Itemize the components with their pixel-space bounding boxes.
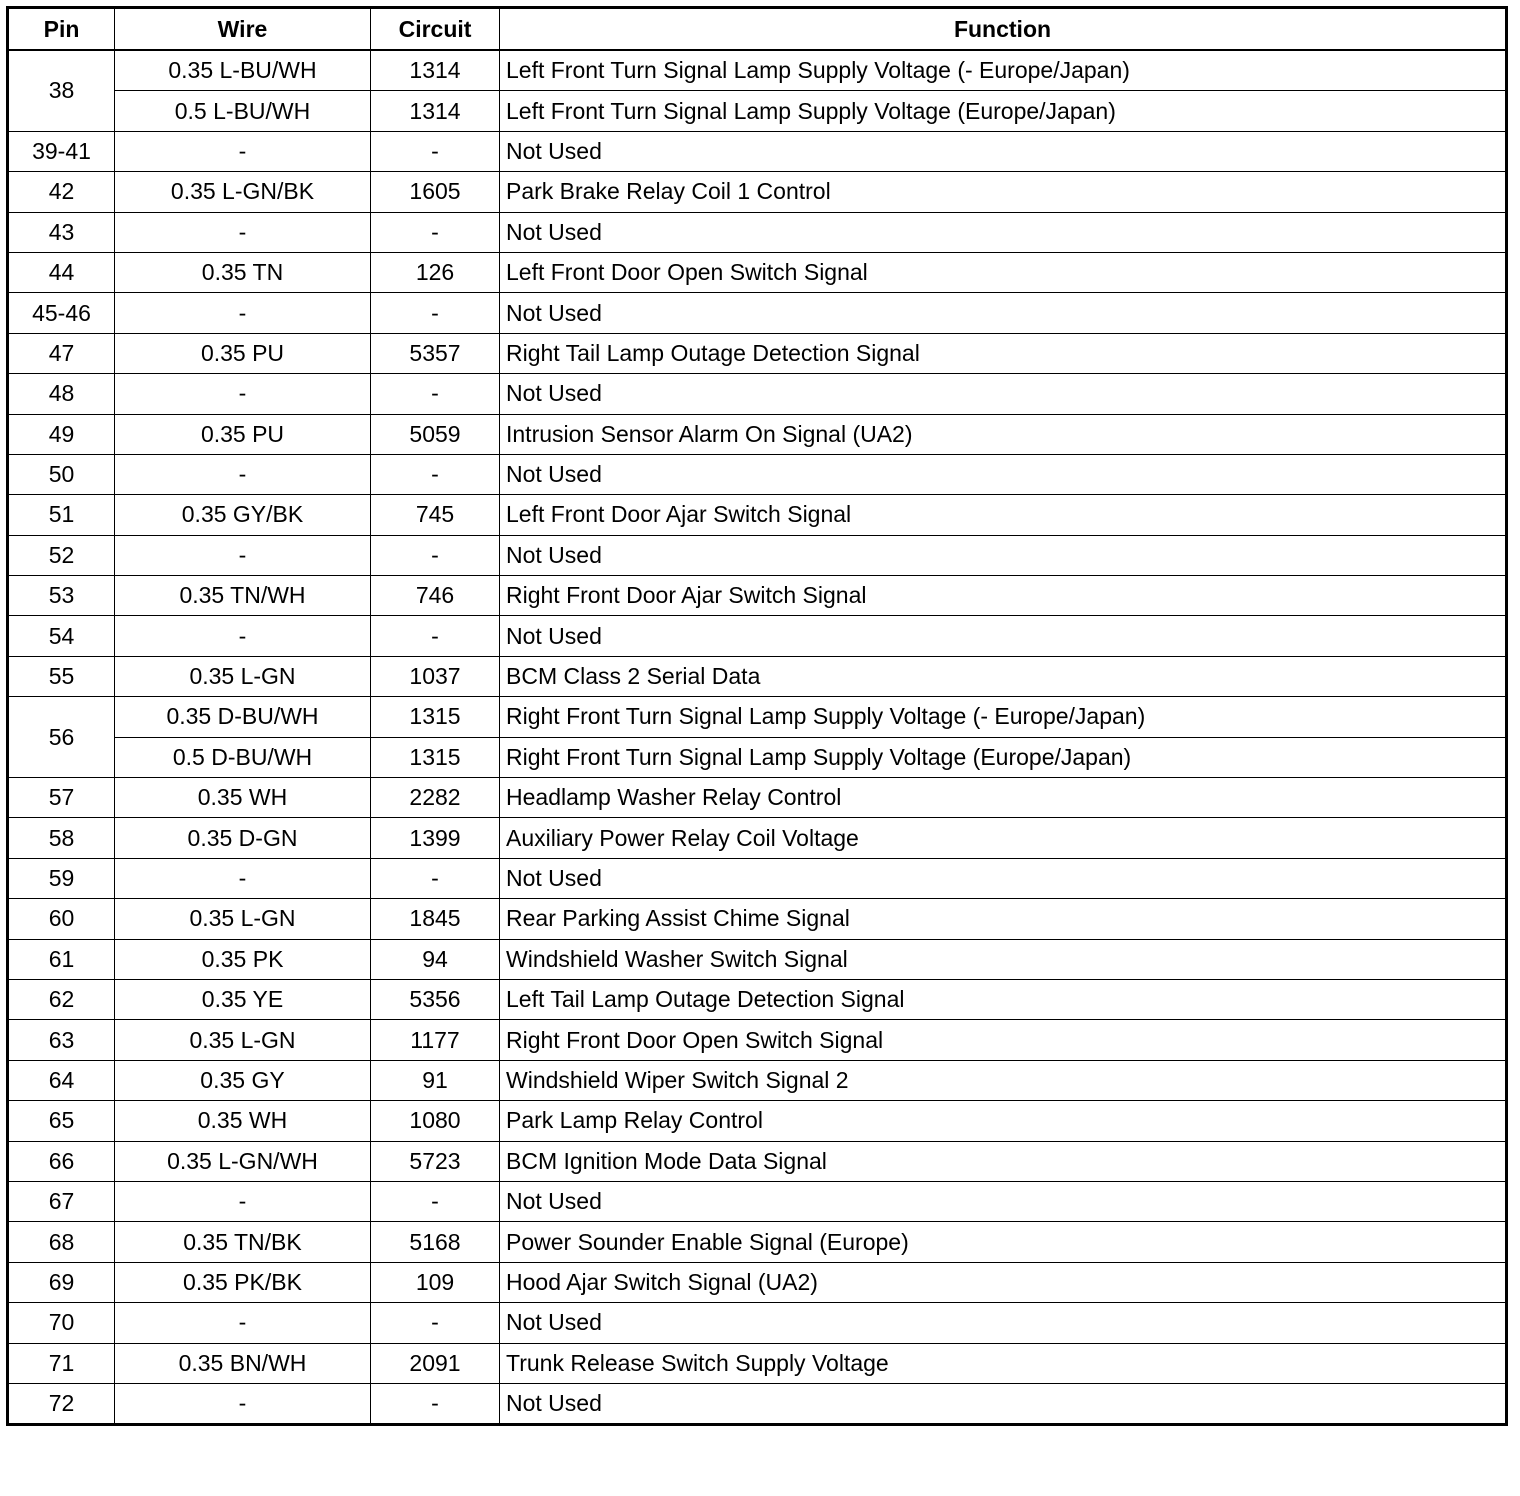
wire-cell: -	[115, 293, 371, 333]
table-row	[8, 374, 1507, 414]
pin-cell: 39-41	[8, 131, 115, 171]
circuit-cell: 2282	[371, 778, 500, 818]
circuit-cell: 1399	[371, 818, 500, 858]
function-cell: Left Tail Lamp Outage Detection Signal	[500, 979, 1507, 1019]
function-cell: Right Front Door Ajar Switch Signal	[500, 576, 1507, 616]
pin-cell: 69	[8, 1262, 115, 1302]
function-cell: Not Used	[500, 454, 1507, 494]
pin-cell: 43	[8, 212, 115, 252]
pin-cell: 64	[8, 1060, 115, 1100]
table-row	[8, 1383, 1507, 1424]
wire-cell: -	[115, 858, 371, 898]
function-cell: Windshield Wiper Switch Signal 2	[500, 1060, 1507, 1100]
wire-cell: -	[115, 1383, 371, 1424]
table-row	[8, 1222, 1507, 1262]
pin-cell: 67	[8, 1181, 115, 1221]
function-cell: BCM Class 2 Serial Data	[500, 656, 1507, 696]
function-cell: Hood Ajar Switch Signal (UA2)	[500, 1262, 1507, 1302]
pin-cell: 60	[8, 899, 115, 939]
header-row	[8, 8, 1507, 51]
function-cell: Not Used	[500, 374, 1507, 414]
circuit-cell: 1037	[371, 656, 500, 696]
wire-cell: -	[115, 616, 371, 656]
circuit-cell: 1845	[371, 899, 500, 939]
table-row	[8, 656, 1507, 696]
wire-cell: 0.35 YE	[115, 979, 371, 1019]
table-row	[8, 414, 1507, 454]
circuit-cell: 2091	[371, 1343, 500, 1383]
pin-cell: 44	[8, 252, 115, 292]
circuit-cell: -	[371, 454, 500, 494]
wire-cell: 0.35 D-GN	[115, 818, 371, 858]
function-cell: Left Front Door Open Switch Signal	[500, 252, 1507, 292]
function-cell: Not Used	[500, 616, 1507, 656]
pin-column-header: Pin	[8, 8, 115, 51]
pin-cell: 38	[8, 50, 115, 131]
circuit-cell: 1605	[371, 172, 500, 212]
wire-cell: -	[115, 212, 371, 252]
table-row	[8, 1060, 1507, 1100]
circuit-cell: 5723	[371, 1141, 500, 1181]
pin-cell: 42	[8, 172, 115, 212]
circuit-cell: 1315	[371, 737, 500, 777]
wire-cell: 0.35 L-GN/BK	[115, 172, 371, 212]
circuit-cell: -	[371, 858, 500, 898]
pin-cell: 50	[8, 454, 115, 494]
function-cell: Left Front Turn Signal Lamp Supply Voltage (Europe/Japan)	[500, 91, 1507, 131]
table-row	[8, 858, 1507, 898]
pin-cell: 53	[8, 576, 115, 616]
table-body	[8, 50, 1507, 1425]
wire-cell: 0.5 D-BU/WH	[115, 737, 371, 777]
table-row	[8, 212, 1507, 252]
wire-cell: 0.35 L-GN	[115, 1020, 371, 1060]
function-cell: Right Front Turn Signal Lamp Supply Voltage (Europe/Japan)	[500, 737, 1507, 777]
table-row	[8, 778, 1507, 818]
function-column-header: Function	[500, 8, 1507, 51]
wire-cell: 0.35 PK	[115, 939, 371, 979]
function-cell: Not Used	[500, 131, 1507, 171]
table-row	[8, 252, 1507, 292]
circuit-cell: -	[371, 293, 500, 333]
wire-cell: 0.35 GY/BK	[115, 495, 371, 535]
circuit-cell: 109	[371, 1262, 500, 1302]
circuit-cell: -	[371, 535, 500, 575]
wire-cell: 0.35 TN	[115, 252, 371, 292]
function-cell: Not Used	[500, 1303, 1507, 1343]
table-row	[8, 1020, 1507, 1060]
wire-cell: -	[115, 1303, 371, 1343]
wire-cell: 0.35 WH	[115, 1101, 371, 1141]
pin-cell: 47	[8, 333, 115, 373]
wire-cell: 0.5 L-BU/WH	[115, 91, 371, 131]
function-cell: Headlamp Washer Relay Control	[500, 778, 1507, 818]
function-cell: Not Used	[500, 535, 1507, 575]
circuit-cell: -	[371, 1303, 500, 1343]
circuit-cell: 91	[371, 1060, 500, 1100]
wire-cell: -	[115, 374, 371, 414]
circuit-cell: -	[371, 374, 500, 414]
table-row	[8, 172, 1507, 212]
circuit-cell: -	[371, 131, 500, 171]
function-cell: Park Lamp Relay Control	[500, 1101, 1507, 1141]
circuit-cell: 1314	[371, 91, 500, 131]
table-row	[8, 454, 1507, 494]
wire-cell: 0.35 TN/BK	[115, 1222, 371, 1262]
circuit-cell: 5059	[371, 414, 500, 454]
table-row	[8, 697, 1507, 737]
wire-cell: -	[115, 535, 371, 575]
wire-cell: 0.35 L-GN	[115, 899, 371, 939]
pin-cell: 66	[8, 1141, 115, 1181]
wire-cell: 0.35 L-BU/WH	[115, 50, 371, 91]
wire-cell: 0.35 PK/BK	[115, 1262, 371, 1302]
table-row	[8, 1262, 1507, 1302]
wire-cell: 0.35 L-GN/WH	[115, 1141, 371, 1181]
wire-column-header: Wire	[115, 8, 371, 51]
table-row	[8, 293, 1507, 333]
wire-cell: 0.35 TN/WH	[115, 576, 371, 616]
pin-cell: 57	[8, 778, 115, 818]
circuit-cell: 1315	[371, 697, 500, 737]
table-row	[8, 333, 1507, 373]
table-row	[8, 818, 1507, 858]
circuit-cell: -	[371, 1181, 500, 1221]
function-cell: Right Tail Lamp Outage Detection Signal	[500, 333, 1507, 373]
circuit-cell: 1177	[371, 1020, 500, 1060]
table-row	[8, 737, 1507, 777]
wire-cell: 0.35 L-GN	[115, 656, 371, 696]
pin-cell: 59	[8, 858, 115, 898]
circuit-cell: 1080	[371, 1101, 500, 1141]
pin-cell: 55	[8, 656, 115, 696]
circuit-cell: 5356	[371, 979, 500, 1019]
function-cell: BCM Ignition Mode Data Signal	[500, 1141, 1507, 1181]
pin-cell: 68	[8, 1222, 115, 1262]
wire-cell: 0.35 PU	[115, 414, 371, 454]
pin-cell: 72	[8, 1383, 115, 1424]
wire-cell: 0.35 PU	[115, 333, 371, 373]
function-cell: Not Used	[500, 1181, 1507, 1221]
pin-cell: 45-46	[8, 293, 115, 333]
table-row	[8, 939, 1507, 979]
circuit-cell: 94	[371, 939, 500, 979]
function-cell: Trunk Release Switch Supply Voltage	[500, 1343, 1507, 1383]
pin-cell: 71	[8, 1343, 115, 1383]
function-cell: Left Front Door Ajar Switch Signal	[500, 495, 1507, 535]
circuit-cell: 746	[371, 576, 500, 616]
wire-cell: 0.35 GY	[115, 1060, 371, 1100]
wire-cell: -	[115, 454, 371, 494]
function-cell: Not Used	[500, 1383, 1507, 1424]
pin-cell: 62	[8, 979, 115, 1019]
circuit-cell: -	[371, 1383, 500, 1424]
function-cell: Right Front Door Open Switch Signal	[500, 1020, 1507, 1060]
circuit-cell: 5168	[371, 1222, 500, 1262]
function-cell: Right Front Turn Signal Lamp Supply Voltage (- Europe/Japan)	[500, 697, 1507, 737]
pin-cell: 61	[8, 939, 115, 979]
function-cell: Not Used	[500, 858, 1507, 898]
pin-cell: 56	[8, 697, 115, 778]
function-cell: Rear Parking Assist Chime Signal	[500, 899, 1507, 939]
table-row	[8, 1101, 1507, 1141]
circuit-column-header: Circuit	[371, 8, 500, 51]
function-cell: Park Brake Relay Coil 1 Control	[500, 172, 1507, 212]
table-row	[8, 495, 1507, 535]
wire-cell: -	[115, 131, 371, 171]
table-row	[8, 1303, 1507, 1343]
circuit-cell: 1314	[371, 50, 500, 91]
pin-cell: 58	[8, 818, 115, 858]
wire-cell: -	[115, 1181, 371, 1221]
pin-cell: 52	[8, 535, 115, 575]
function-cell: Not Used	[500, 212, 1507, 252]
table-row	[8, 131, 1507, 171]
wire-cell: 0.35 BN/WH	[115, 1343, 371, 1383]
circuit-cell: -	[371, 212, 500, 252]
circuit-cell: 126	[371, 252, 500, 292]
pin-cell: 49	[8, 414, 115, 454]
function-cell: Intrusion Sensor Alarm On Signal (UA2)	[500, 414, 1507, 454]
table-row	[8, 535, 1507, 575]
wire-cell: 0.35 WH	[115, 778, 371, 818]
function-cell: Windshield Washer Switch Signal	[500, 939, 1507, 979]
pin-cell: 51	[8, 495, 115, 535]
pin-cell: 70	[8, 1303, 115, 1343]
table-row	[8, 899, 1507, 939]
table-row	[8, 616, 1507, 656]
function-cell: Auxiliary Power Relay Coil Voltage	[500, 818, 1507, 858]
connector-pinout-table	[6, 6, 1508, 1426]
circuit-cell: -	[371, 616, 500, 656]
pin-cell: 48	[8, 374, 115, 414]
table-row	[8, 50, 1507, 91]
table-row	[8, 1141, 1507, 1181]
function-cell: Left Front Turn Signal Lamp Supply Voltage (- Europe/Japan)	[500, 50, 1507, 91]
table-row	[8, 576, 1507, 616]
function-cell: Not Used	[500, 293, 1507, 333]
circuit-cell: 5357	[371, 333, 500, 373]
table-row	[8, 1181, 1507, 1221]
wire-cell: 0.35 D-BU/WH	[115, 697, 371, 737]
table-row	[8, 979, 1507, 1019]
table-row	[8, 91, 1507, 131]
function-cell: Power Sounder Enable Signal (Europe)	[500, 1222, 1507, 1262]
pin-cell: 63	[8, 1020, 115, 1060]
table-row	[8, 1343, 1507, 1383]
circuit-cell: 745	[371, 495, 500, 535]
pin-cell: 54	[8, 616, 115, 656]
pin-cell: 65	[8, 1101, 115, 1141]
